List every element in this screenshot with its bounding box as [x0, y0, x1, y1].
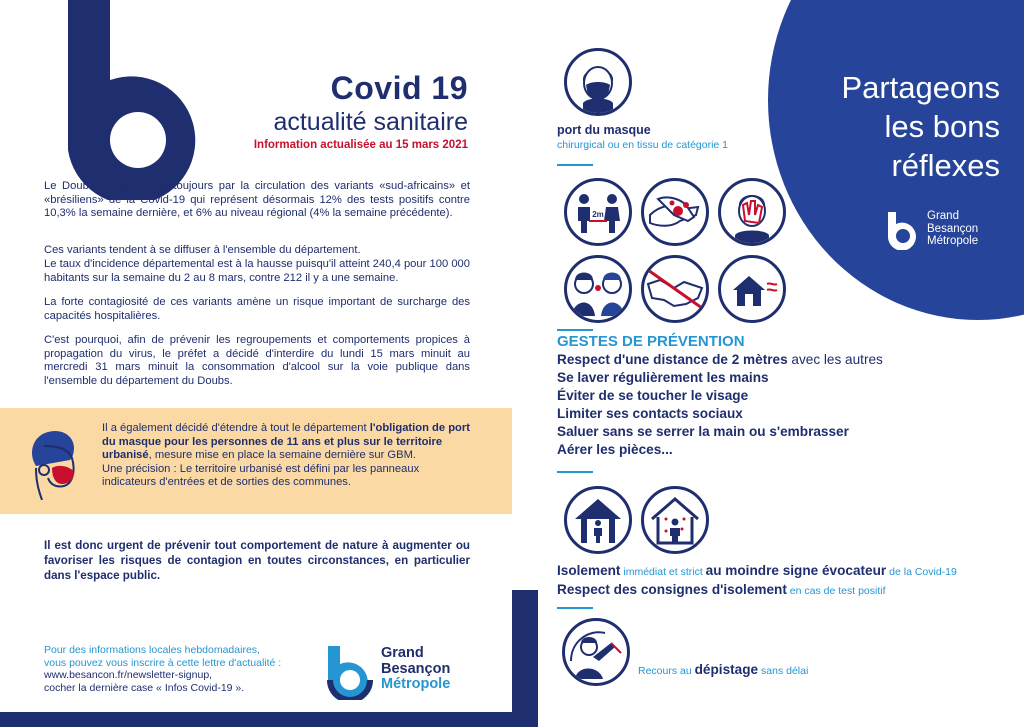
depistage-text [638, 662, 808, 677]
logo-right-metropole: Métropole [927, 235, 979, 247]
handshake-icon [641, 255, 709, 323]
grand-besancon-logo-icon [326, 644, 374, 700]
newsletter-link[interactable]: www.besancon.fr/newsletter-signup, [44, 669, 213, 681]
update-note: Information actualisée au 15 mars 2021 [253, 139, 468, 151]
page-title: Covid 19 [330, 70, 468, 106]
isolement-c: au moindre signe évocateur [705, 563, 887, 578]
logo-right-grand: Grand [927, 210, 959, 222]
highlight-text [102, 422, 470, 490]
depistage-a: Recours au [638, 665, 695, 677]
gestes-list [557, 351, 883, 459]
geste-distance-light: avec les autres [787, 352, 883, 367]
brand-b-logo [50, 0, 220, 200]
highlight-after: , mesure mise en place la semaine dernière sur GBM. [148, 449, 417, 462]
paragraph-contagion: La forte contagiosité de ces variants amène un risque important de surcharge des capacités hospitalières. [44, 296, 470, 322]
slogan-line-2: les bons [884, 109, 1000, 144]
face-touch-icon [718, 178, 786, 246]
separator [557, 607, 593, 609]
distance-badge: 2m [592, 210, 604, 219]
logo-line-besancon: Besançon [381, 660, 451, 677]
isolement-f: en cas de test positif [786, 585, 886, 597]
isolement-b: immédiat et strict [620, 566, 706, 578]
isolement-d: de la Covid-19 [886, 566, 957, 578]
sick-house-icon [641, 486, 709, 554]
logo-right-besancon: Besançon [927, 222, 979, 235]
social-contact-icon [564, 255, 632, 323]
depistage-c: sans délai [758, 665, 809, 677]
logo-text-left [381, 646, 450, 693]
gestes-title: GESTES DE PRÉVENTION [557, 333, 745, 350]
paragraph-diffusion: Ces variants tendent à se diffuser à l'ensemble du département. [44, 244, 361, 256]
isolement-text [557, 562, 957, 600]
highlight-precision: Une précision : Le territoire urbanisé est défini par les panneaux indicateurs d'entrées et de sorties des communes. [102, 462, 420, 489]
highlight-bold: l'obligation de port du masque pour les personnes de 11 ans et plus sur le territoire urbanisé [102, 422, 470, 462]
geste-wash-hands: Se laver régulièrement les mains [557, 370, 769, 385]
vertical-bar [512, 590, 538, 727]
slogan-line-3: réflexes [891, 148, 1000, 183]
mask-icon [564, 48, 632, 116]
isolement-e: Respect des consignes d'isolement [557, 582, 787, 597]
paragraph-prefet: C'est pourquoi, afin de prévenir les regroupements et comportements propices à propagation du virus, le préfet a décidé d'interdire du lundi 15 mars minuit au mercredi 31 mars minuit la consommation d'alcool sur la voie publique dans l'ensemble du département du Doubs. [44, 334, 470, 387]
paragraph-incidence: Le taux d'incidence départemental est à la hausse puisqu'il atteint 240,4 pour 100 000 habitants sur la semaine du 2 au 8 mars, contre 212 il y a une semaine. [44, 258, 470, 284]
newsletter-info [44, 644, 324, 694]
isolement-a: Isolement [557, 563, 621, 578]
masked-person-icon [22, 424, 84, 500]
isolation-house-icon [564, 486, 632, 554]
highlight-intro: Il a également décidé d'étendre à tout le département [102, 422, 370, 434]
page-subtitle: actualité sanitaire [273, 108, 468, 136]
info-line-1: Pour des informations locales hebdomadaires, [44, 644, 260, 656]
geste-face: Éviter de se toucher le visage [557, 388, 749, 403]
paragraph-variants: Le Doubs se démarque toujours par la circulation des variants «sud-africains» et «brésiliens» de la Covid-19 qui représent désormais 12% des tests positifs contre 10,3% la semaine dernière, et 6% au niveau régional (4% la semaine précédente). [44, 180, 470, 220]
geste-greeting: Saluer sans se serrer la main ou s'embrasser [557, 424, 849, 439]
handwash-icon [641, 178, 709, 246]
separator [557, 164, 593, 166]
grand-besancon-logo-white-icon [886, 210, 922, 250]
depistage-icon [562, 618, 630, 686]
urgent-message: Il est donc urgent de prévenir tout comportement de nature à augmenter ou favoriser les risques de contagion en toutes circonstances, en particulier dans l'espace public. [44, 539, 470, 582]
geste-distance [557, 351, 883, 369]
geste-distance-bold: Respect d'une distance de 2 mètres [557, 352, 788, 367]
info-line-4: cocher la dernière case « Infos Covid-19 ». [44, 681, 245, 694]
isolement-line-1 [557, 562, 957, 581]
depistage-b: dépistage [694, 662, 759, 677]
geste-aerate: Aérer les pièces... [557, 442, 673, 457]
slogan [760, 68, 1000, 185]
slogan-line-1: Partageons [841, 70, 1000, 105]
separator [557, 329, 593, 331]
distance-icon [564, 178, 632, 246]
mask-subtitle: chirurgical ou en tissu de catégorie 1 [557, 139, 729, 151]
logo-line-grand: Grand [381, 645, 424, 661]
bottom-bar [0, 712, 512, 727]
separator [557, 471, 593, 473]
ventilation-house-icon [718, 255, 786, 323]
isolement-line-2 [557, 581, 957, 600]
mask-label: port du masque [557, 123, 651, 137]
logo-text-right [927, 210, 978, 248]
logo-line-metropole: Métropole [381, 676, 451, 692]
info-line-2: vous pouvez vous inscrire à cette lettre d'actualité : [44, 656, 282, 669]
geste-contacts: Limiter ses contacts sociaux [557, 406, 743, 421]
